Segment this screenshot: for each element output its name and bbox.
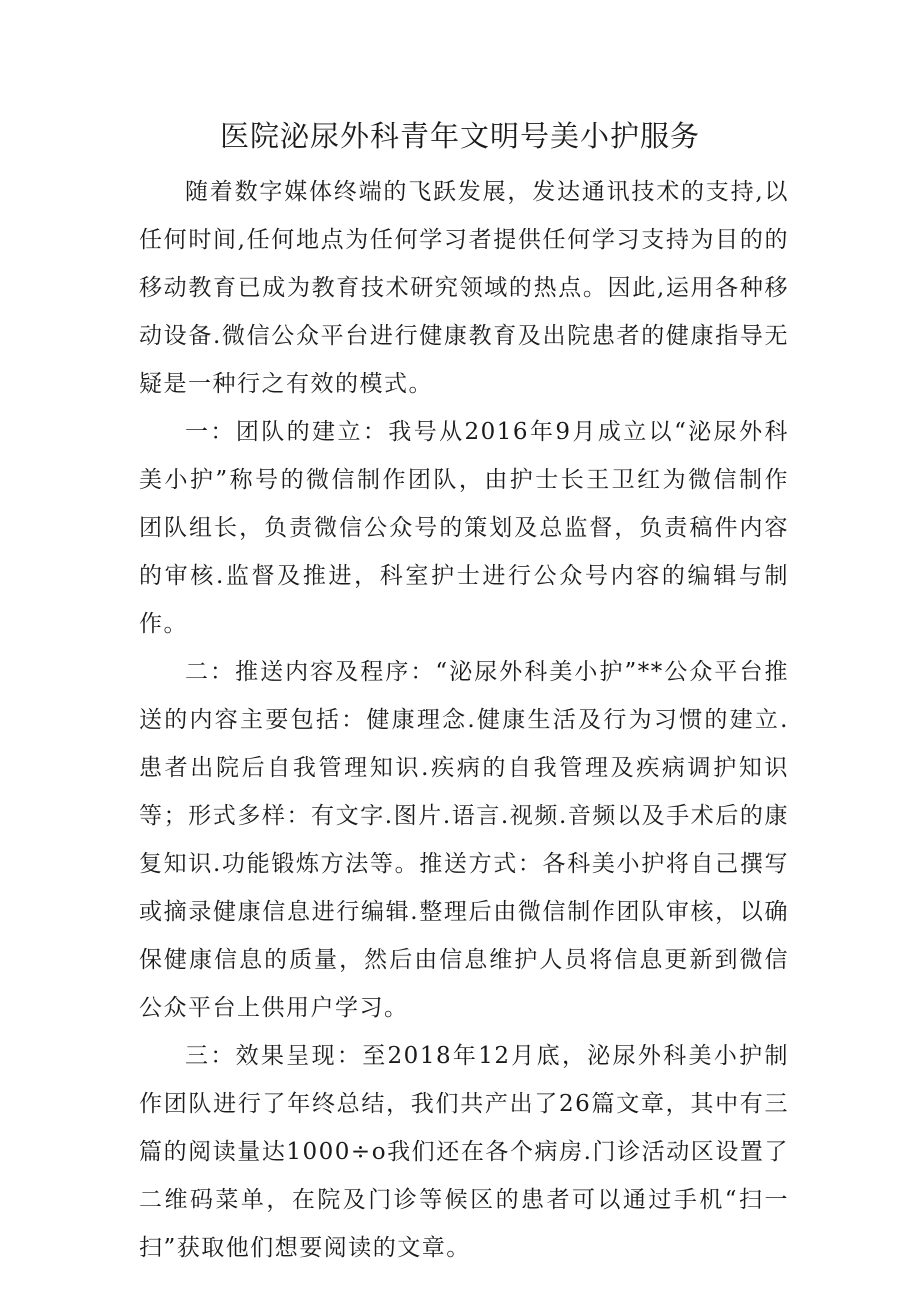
paragraph-push-content: 二：推送内容及程序：“泌尿外科美小护”**公众平台推送的内容主要包括：健康理念.健康生活及行为习惯的建立.患者出院后自我管理知识.疾病的自我管理及疾病调护知识等；形式多样：有文字.图片.语言.视频.音频以及手术后的康复知识.功能锻炼方法等。推送方式：各科美小护将自己撰写或摘录健康信息进行编辑.整理后由微信制作团队审核，以确保健康信息的质量，然后由信息维护人员将信息更新到微信公众平台上供用户学习。 bbox=[139, 659, 789, 1021]
document-body bbox=[139, 168, 789, 1272]
paragraph-results: 三：效果呈现：至2018年12月底，泌尿外科美小护制作团队进行了年终总结，我们共产出了26篇文章，其中有三篇的阅读量达1000÷o我们还在各个病房.门诊活动区设置了二维码菜单，在院及门诊等候区的患者可以通过手机“扫一扫”获取他们想要阅读的文章。 bbox=[139, 1043, 789, 1261]
paragraph-intro: 随着数字媒体终端的飞跃发展，发达通讯技术的支持,以任何时间,任何地点为任何学习者提供任何学习支持为目的的移动教育已成为教育技术研究领域的热点。因此,运用各种移动设备.微信公众平台进行健康教育及出院患者的健康指导无疑是一种行之有效的模式。 bbox=[139, 179, 789, 397]
paragraph-team-setup: 一：团队的建立：我号从2016年9月成立以“泌尿外科美小护”称号的微信制作团队，由护士长王卫红为微信制作团队组长，负责微信公众号的策划及总监督，负责稿件内容的审核.监督及推进，科室护士进行公众号内容的编辑与制作。 bbox=[139, 419, 789, 637]
document-title: 医院泌尿外科青年文明号美小护服务 bbox=[219, 119, 700, 153]
